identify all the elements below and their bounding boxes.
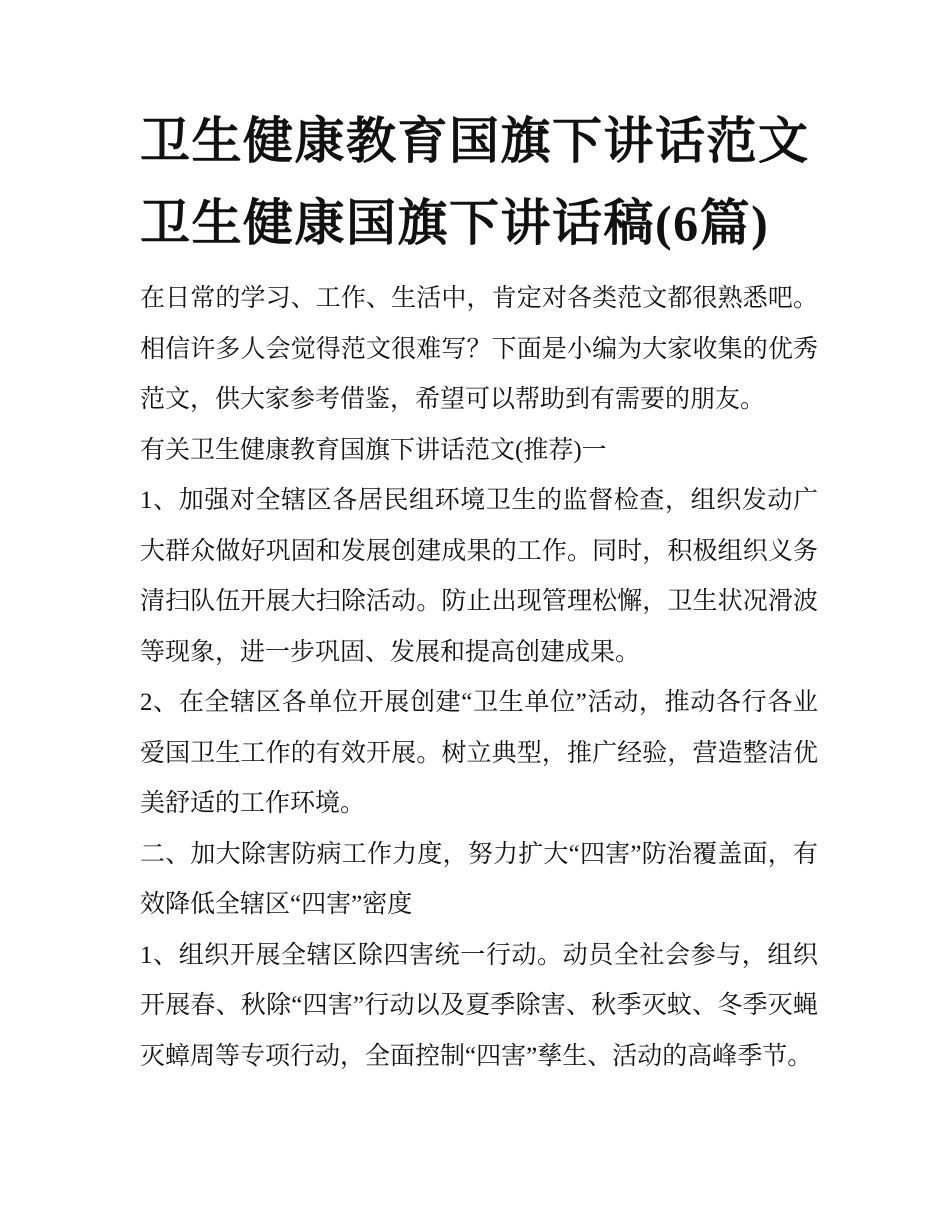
document-body <box>140 274 818 1082</box>
document-title-line-1: 卫生健康教育国旗下讲话范文 <box>140 113 810 169</box>
document-content <box>140 0 818 1082</box>
document-title-line-2: 卫生健康国旗下讲话稿(6篇) <box>140 195 770 251</box>
paragraph-intro: 在日常的学习、工作、生活中，肯定对各类范文都很熟悉吧。相信许多人会觉得范文很难写？下面是小编为大家收集的优秀范文，供大家参考借鉴，希望可以帮助到有需要的朋友。 <box>140 285 818 413</box>
paragraph-section-2-heading: 二、加大除害防病工作力度，努力扩大“四害”防治覆盖面，有效降低全辖区“四害”密度 <box>140 840 818 918</box>
paragraph-section-1-item-1: 1、加强对全辖区各居民组环境卫生的监督检查，组织发动广大群众做好巩固和发展创建成果的工作。同时，积极组织义务清扫队伍开展大扫除活动。防止出现管理松懈，卫生状况滑波等现象，进一步巩固、发展和提高创建成果。 <box>140 487 818 666</box>
paragraph-section-1-item-2: 2、在全辖区各单位开展创建“卫生单位”活动，推动各行各业爱国卫生工作的有效开展。树立典型，推广经验，营造整洁优美舒适的工作环境。 <box>140 689 818 817</box>
paragraph-section-2-item-1: 1、组织开展全辖区除四害统一行动。动员全社会参与，组织开展春、秋除“四害”行动以及夏季除害、秋季灭蚊、冬季灭蝇灭蟑周等专项行动，全面控制“四害”孳生、活动的高峰季节。 <box>140 941 818 1070</box>
document-title <box>140 100 818 264</box>
paragraph-section-1-heading: 有关卫生健康教育国旗下讲话范文(推荐)一 <box>140 436 607 464</box>
